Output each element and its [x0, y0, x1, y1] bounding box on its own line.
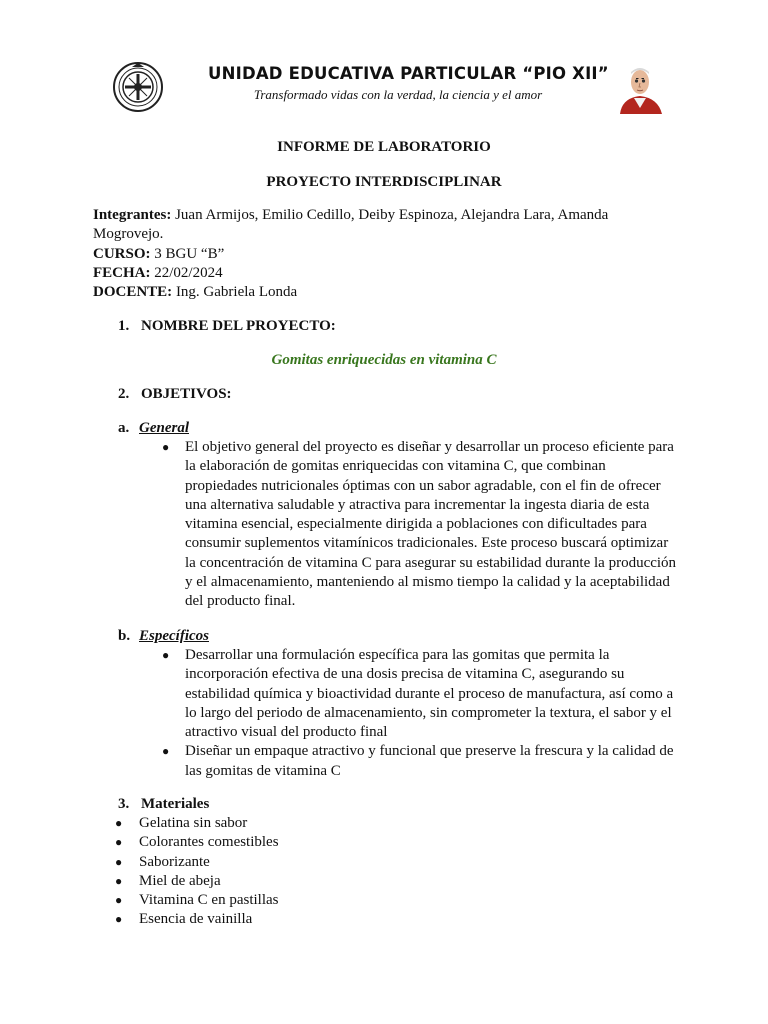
course-line	[93, 245, 653, 264]
members-label: Integrantes:	[93, 207, 172, 223]
subsection-letter: a.	[118, 420, 130, 436]
list-item	[158, 646, 678, 742]
list-item	[158, 438, 678, 612]
section-heading-text: Materiales	[141, 796, 210, 812]
list-item	[113, 833, 513, 852]
list-item	[113, 910, 513, 929]
list-item	[158, 742, 678, 781]
bullet-icon: ●	[115, 912, 123, 927]
section-objectives-heading	[118, 386, 232, 403]
bullet-icon: ●	[162, 744, 170, 759]
course-label: CURSO:	[93, 245, 151, 262]
bullet-icon: ●	[115, 873, 123, 888]
pope-portrait-icon	[616, 60, 664, 114]
school-name: UNIDAD EDUCATIVA PARTICULAR “PIO XII”	[208, 64, 609, 83]
date-line	[93, 264, 653, 283]
report-subtitle: PROYECTO INTERDISCIPLINAR	[266, 174, 502, 190]
bullet-icon: ●	[115, 835, 123, 850]
subsection-title: General	[139, 420, 189, 436]
list-item-text: Desarrollar una formulación específica para las gomitas que permita la incorporación efectiva de una dosis precisa de vitamina C, asegurando su estabilidad química y bioactividad durante el proceso de manufactura, así como a lo largo del periodo de almacenamiento, sin comprometer la textura, el sabor y el atractivo visual del producto final	[185, 647, 674, 741]
list-item-text: Saborizante	[139, 853, 210, 870]
list-item-text: Vitamina C en pastillas	[139, 892, 279, 909]
bullet-icon: ●	[115, 854, 123, 869]
subsection-title: Específicos	[139, 628, 209, 644]
list-item	[113, 891, 513, 910]
section-heading-text: OBJETIVOS:	[141, 386, 232, 402]
section-number: 1.	[118, 318, 130, 334]
bullet-icon: ●	[115, 816, 123, 830]
section-number: 2.	[118, 386, 130, 402]
teacher-value: Ing. Gabriela Londa	[172, 284, 298, 301]
list-item	[113, 853, 513, 872]
general-objective-heading	[118, 420, 189, 437]
document-header	[108, 56, 668, 116]
list-item	[113, 872, 513, 891]
list-item-text: Gelatina sin sabor	[139, 815, 248, 831]
materials-list	[113, 814, 513, 930]
date-value: 22/02/2024	[150, 264, 223, 281]
bullet-icon: ●	[162, 648, 170, 662]
bullet-icon: ●	[115, 893, 123, 908]
bullet-icon: ●	[162, 440, 170, 454]
report-meta	[93, 206, 653, 302]
project-name-value: Gomitas enriquecidas en vitamina C	[271, 352, 497, 368]
list-item-text: Colorantes comestibles	[139, 834, 279, 851]
members-value: Juan Armijos, Emilio Cedillo, Deiby Espinoza, Alejandra Lara, Amanda Mogrovejo.	[93, 207, 609, 243]
teacher-line	[93, 283, 653, 302]
members-line	[93, 206, 653, 245]
list-item-text: Esencia de vainilla	[139, 911, 253, 928]
list-item-text: Miel de abeja	[139, 872, 221, 889]
date-label: FECHA:	[93, 264, 151, 281]
specific-objectives-heading	[118, 628, 209, 645]
section-heading-text: NOMBRE DEL PROYECTO:	[141, 318, 336, 334]
school-motto: Transformado vidas con la verdad, la ciencia y el amor	[253, 87, 543, 102]
section-number: 3.	[118, 796, 130, 812]
section-materials-heading	[118, 796, 209, 813]
subsection-letter: b.	[118, 628, 131, 644]
teacher-label: DOCENTE:	[93, 284, 173, 301]
section-project-name-heading	[118, 318, 336, 335]
general-objective-list	[158, 438, 678, 612]
list-item-text: Diseñar un empaque atractivo y funcional que preserve la frescura y la calidad de las gomitas de vitamina C	[185, 743, 674, 779]
list-item-text: El objetivo general del proyecto es diseñar y desarrollar un proceso eficiente para la elaboración de gomitas enriquecidas con vitamina C, que combinan propiedades nutricionales óptimas con un sabor agradable, con el fin de ofrecer una alternativa saludable y atractiva para incrementar la ingesta diaria de esta vitamina esencial, especialmente dirigida a poblaciones con dificultades para consumir suplementos vitamínicos tradicionales. Este proceso buscará optimizar la concentración de vitamina C para asegurar su estabilidad durante la producción y el almacenamiento, manteniendo al mismo tiempo la calidad y la aceptabilidad del producto final.	[185, 439, 677, 610]
course-value: 3 BGU “B”	[150, 245, 225, 262]
school-crest-icon	[112, 61, 164, 113]
report-title: INFORME DE LABORATORIO	[277, 139, 491, 155]
list-item	[113, 814, 513, 833]
specific-objectives-list	[158, 646, 678, 781]
